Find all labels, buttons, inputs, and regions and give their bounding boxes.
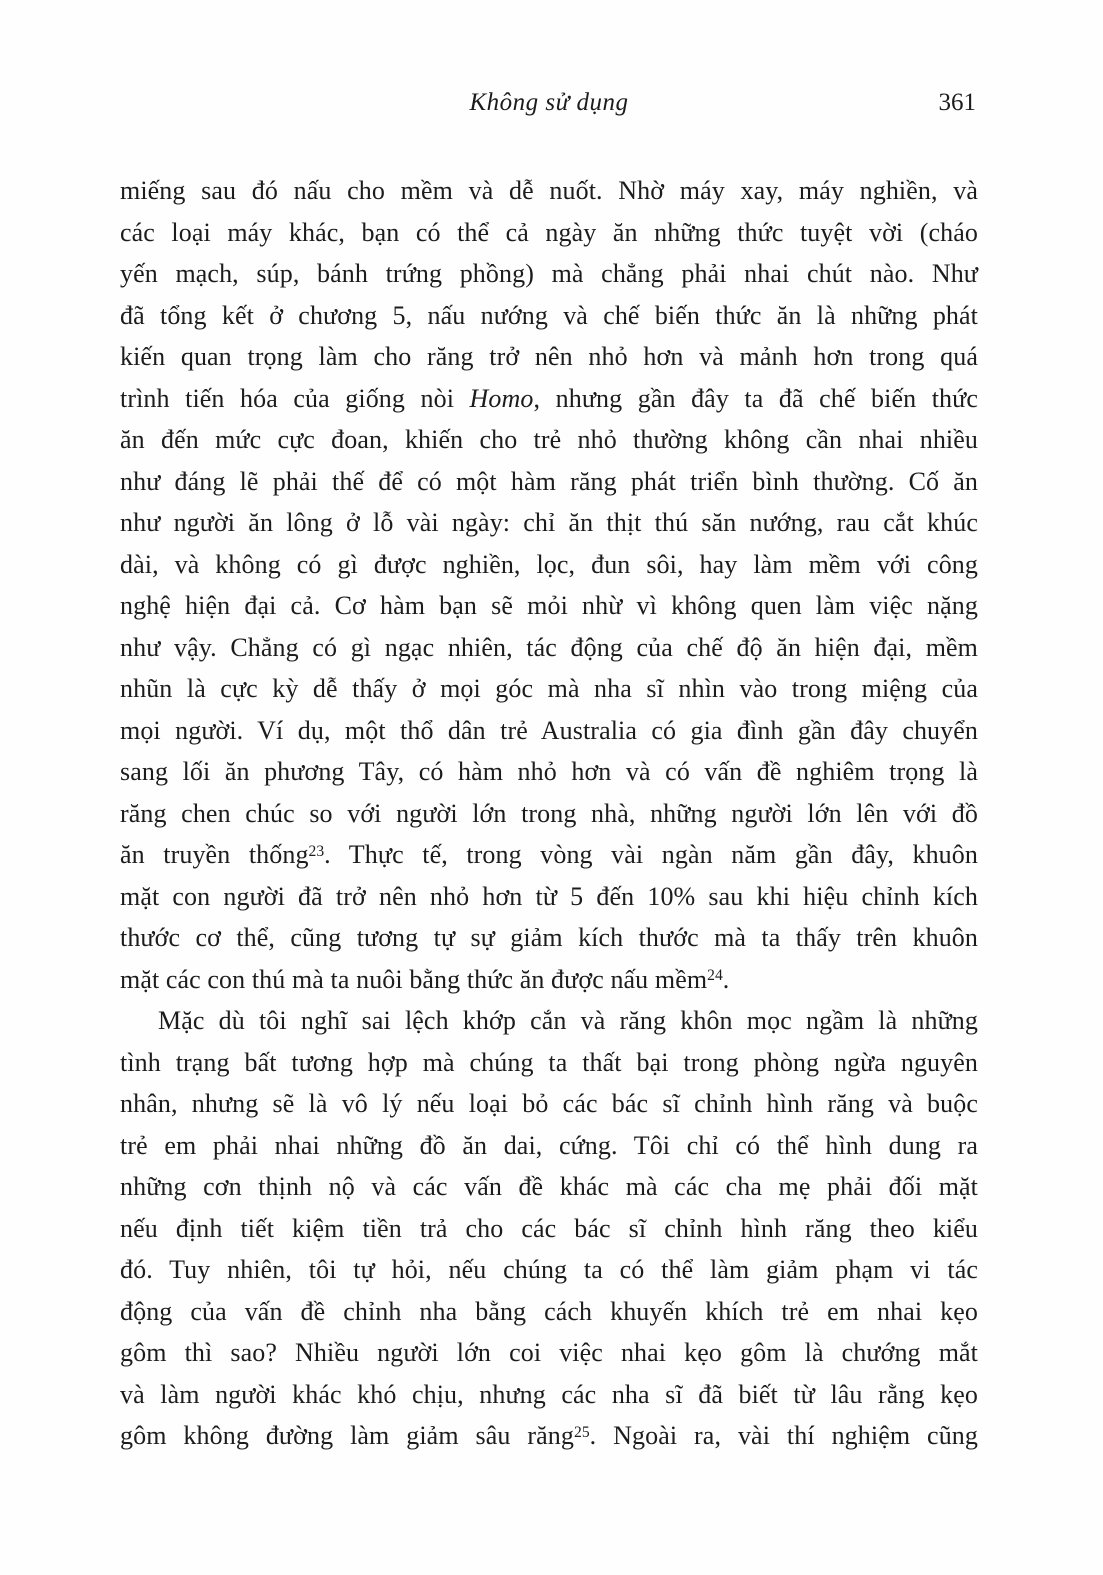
text-run: nếu định tiết kiệm tiền trả cho các bác sĩ chỉnh hình răng theo kiểu — [120, 1213, 978, 1243]
text-run: những cơn thịnh nộ và các vấn đề khác mà các cha mẹ phải đối mặt — [120, 1172, 978, 1201]
text-run: trình tiến hóa của giống nòi — [120, 383, 470, 413]
text-line — [120, 253, 978, 295]
text-line — [120, 1083, 978, 1125]
text-run: đó. Tuy nhiên, tôi tự hỏi, nếu chúng ta có thể làm giảm phạm vi tác — [120, 1255, 978, 1284]
text-run: ăn truyền thống — [120, 840, 309, 869]
text-line — [120, 959, 978, 1001]
text-line — [120, 834, 978, 876]
running-title: Không sử dụng — [469, 89, 629, 116]
text-line — [120, 585, 978, 627]
text-run: miếng sau đó nấu cho mềm và dễ nuốt. Nhờ máy xay, máy nghiền, và — [120, 176, 978, 205]
text-line — [120, 378, 978, 420]
text-run: yến mạch, súp, bánh trứng phồng) mà chẳng phải nhai chút nào. Như — [120, 259, 978, 288]
text-line — [120, 627, 978, 669]
text-run: , nhưng gần đây ta đã chế biến thức — [533, 383, 978, 413]
text-run: và làm người khác khó chịu, nhưng các nha sĩ đã biết từ lâu rằng kẹo — [120, 1379, 978, 1409]
text-line — [120, 419, 978, 461]
text-run: ăn đến mức cực đoan, khiến cho trẻ nhỏ thường không cần nhai nhiều — [120, 425, 978, 454]
text-line — [120, 1042, 978, 1084]
text-line — [120, 212, 978, 254]
text-line — [120, 1125, 978, 1167]
footnote-reference: 25 — [574, 1423, 590, 1441]
text-line — [120, 1374, 978, 1416]
text-run: dài, và không có gì được nghiền, lọc, đun sôi, hay làm mềm với công — [120, 549, 978, 579]
text-run: nghệ hiện đại cả. Cơ hàm bạn sẽ mỏi nhừ vì không quen làm việc nặng — [120, 591, 978, 620]
text-run: mặt các con thú mà ta nuôi bằng thức ăn được nấu mềm — [120, 964, 708, 994]
text-line — [120, 876, 978, 918]
text-run: thước cơ thể, cũng tương tự sự giảm kích thước mà ta thấy trên khuôn — [120, 923, 978, 952]
text-line — [120, 1249, 978, 1291]
body-text — [120, 170, 978, 1457]
text-run: kiến quan trọng làm cho răng trở nên nhỏ hơn và mảnh hơn trong quá — [120, 342, 978, 371]
text-run: mọi người. Ví dụ, một thổ dân trẻ Australia có gia đình gần đây chuyển — [120, 715, 978, 745]
text-line — [120, 1000, 978, 1042]
text-line — [120, 461, 978, 503]
text-line — [120, 1415, 978, 1457]
text-line — [120, 751, 978, 793]
text-run: . — [722, 964, 730, 994]
text-run: Mặc dù tôi nghĩ sai lệch khớp cắn và răng khôn mọc ngầm là những — [158, 1006, 978, 1035]
text-run: nhân, nhưng sẽ là vô lý nếu loại bỏ các bác sĩ chỉnh hình răng và buộc — [120, 1089, 978, 1118]
text-line — [120, 793, 978, 835]
text-run: động của vấn đề chỉnh nha bằng cách khuyến khích trẻ em nhai kẹo — [120, 1296, 978, 1326]
text-line — [120, 502, 978, 544]
italic-text: Homo — [469, 383, 534, 413]
text-run: đã tổng kết ở chương 5, nấu nướng và chế biến thức ăn là những phát — [120, 300, 978, 330]
footnote-reference: 23 — [308, 842, 325, 860]
text-run: trẻ em phải nhai những đồ ăn dai, cứng. Tôi chỉ có thể hình dung ra — [120, 1130, 978, 1160]
text-line — [120, 1332, 978, 1374]
footnote-reference: 24 — [707, 967, 723, 985]
text-run: . Thực tế, trong vòng vài ngàn năm gần đây, khuôn — [324, 840, 978, 869]
text-run: gôm không đường làm giảm sâu răng — [120, 1421, 575, 1450]
text-run: răng chen chúc so với người lớn trong nhà, những người lớn lên với đồ — [120, 798, 978, 828]
text-line — [120, 1208, 978, 1250]
text-block — [120, 0, 978, 1457]
page-number: 361 — [938, 89, 976, 116]
text-line — [120, 544, 978, 586]
text-line — [120, 710, 978, 752]
text-line — [120, 170, 978, 212]
text-run: sang lối ăn phương Tây, có hàm nhỏ hơn và có vấn đề nghiêm trọng là — [120, 757, 978, 786]
text-run: mặt con người đã trở nên nhỏ hơn từ 5 đến 10% sau khi hiệu chỉnh kích — [120, 881, 978, 911]
text-line — [120, 295, 978, 337]
text-line — [120, 1166, 978, 1208]
text-line — [120, 336, 978, 378]
text-run: như vậy. Chẳng có gì ngạc nhiên, tác động của chế độ ăn hiện đại, mềm — [120, 632, 978, 662]
text-run: gôm thì sao? Nhiều người lớn coi việc nhai kẹo gôm là chướng mắt — [120, 1338, 978, 1367]
text-run: như đáng lẽ phải thế để có một hàm răng phát triển bình thường. Cố ăn — [120, 466, 978, 496]
text-run: như người ăn lông ở lỗ vài ngày: chỉ ăn thịt thú săn nướng, rau cắt khúc — [120, 508, 978, 537]
text-line — [120, 668, 978, 710]
text-run: tình trạng bất tương hợp mà chúng ta thất bại trong phòng ngừa nguyên — [120, 1047, 978, 1077]
page-header — [120, 86, 978, 120]
text-line — [120, 1291, 978, 1333]
text-run: . Ngoài ra, vài thí nghiệm cũng — [589, 1421, 978, 1450]
text-run: nhũn là cực kỳ dễ thấy ở mọi góc mà nha sĩ nhìn vào trong miệng của — [120, 674, 978, 703]
text-line — [120, 917, 978, 959]
text-run: các loại máy khác, bạn có thể cả ngày ăn những thức tuyệt vời (cháo — [120, 217, 978, 247]
